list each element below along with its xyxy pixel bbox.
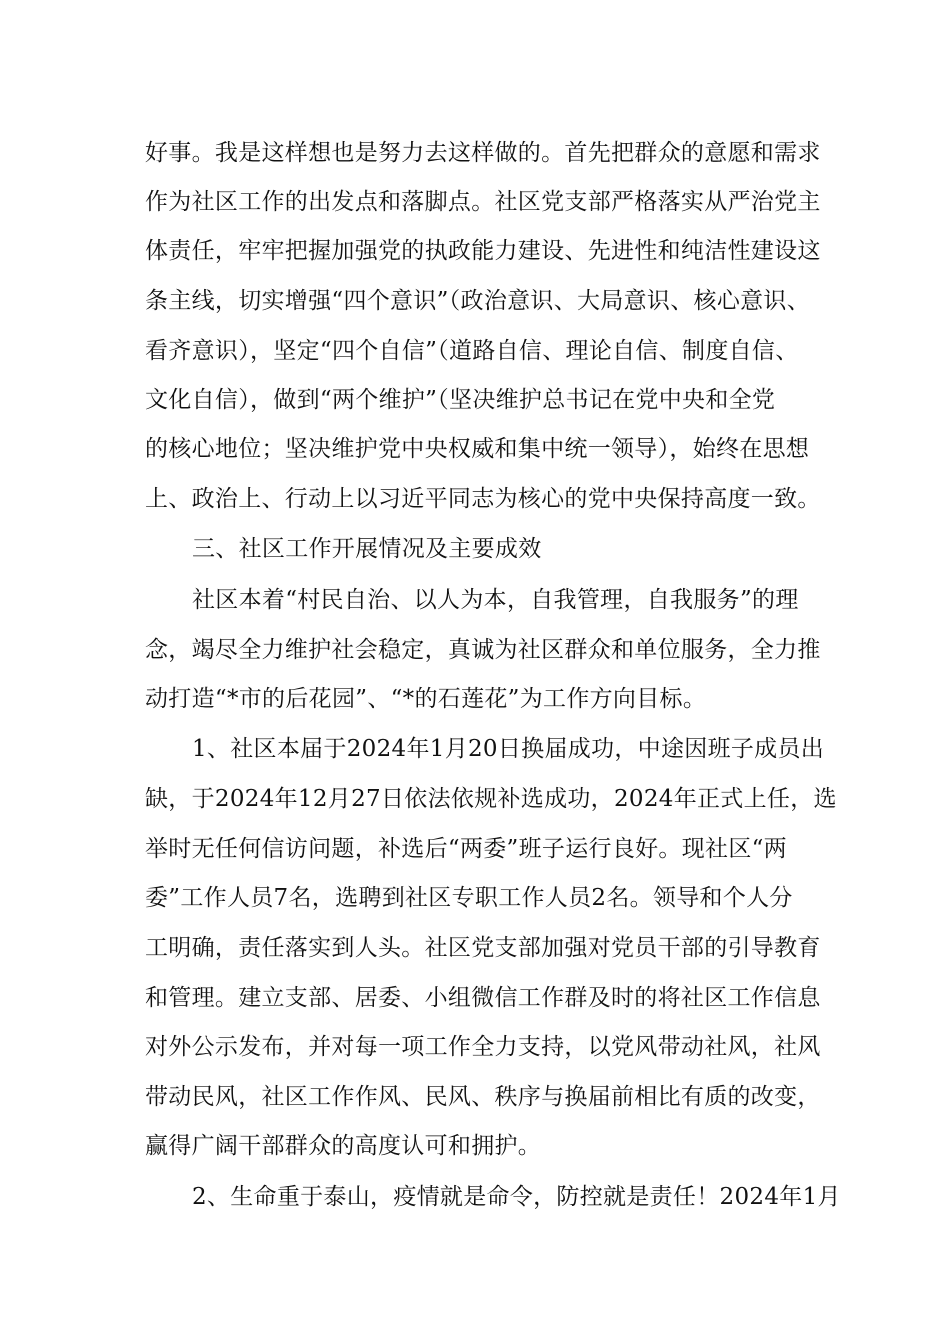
text-line: 和管理。建立支部、居委、小组微信工作群及时的将社区工作信息 [145,985,821,1011]
text-line: 作为社区工作的出发点和落脚点。社区党支部严格落实从严治党主 [145,189,821,215]
text-line: 好事。我是这样想也是努力去这样做的。首先把群众的意愿和需求 [145,140,821,166]
text-line: 动打造“*市的后花园”、“*的石莲花”为工作方向目标。 [145,686,707,712]
text-line: 工明确，责任落实到人头。社区党支部加强对党员干部的引导教育 [145,935,821,961]
text-line: 社区本着“村民自治、以人为本，自我管理，自我服务”的理 [192,587,799,613]
text-line: 念，竭尽全力维护社会稳定，真诚为社区群众和单位服务，全力推 [145,637,821,663]
text-line: 的核心地位；坚决维护党中央权威和集中统一领导），始终在思想 [145,436,810,462]
text-line: 带动民风，社区工作作风、民风、秩序与换届前相比有质的改变， [145,1084,821,1110]
text-line: 条主线，切实增强“四个意识”（政治意识、大局意识、核心意识、 [145,288,811,314]
text-line: 1、社区本届于2024年1月20日换届成功，中途因班子成员出 [192,736,825,762]
text-line: 上、政治上、行动上以习近平同志为核心的党中央保持高度一致。 [145,486,821,512]
text-line: 举时无任何信访问题，补选后“两委”班子运行良好。现社区“两 [145,836,787,862]
text-line: 文化自信），做到“两个维护”（坚决维护总书记在党中央和全党 [145,387,776,413]
text-line: 对外公示发布，并对每一项工作全力支持，以党风带动社风，社风 [145,1034,821,1060]
text-line: 2、生命重于泰山，疫情就是命令，防控就是责任！2024年1月 [192,1184,841,1210]
text-line: 缺，于2024年12月27日依法依规补选成功，2024年正式上任，选 [145,786,837,812]
text-line: 看齐意识），坚定“四个自信”（道路自信、理论自信、制度自信、 [145,338,799,364]
text-line: 赢得广阔干部群众的高度认可和拥护。 [145,1133,542,1159]
text-line: 体责任，牢牢把握加强党的执政能力建设、先进性和纯洁性建设这 [145,238,821,264]
text-line: 委”工作人员7名，选聘到社区专职工作人员2名。领导和个人分 [145,885,793,911]
section-heading: 三、社区工作开展情况及主要成效 [192,536,542,562]
